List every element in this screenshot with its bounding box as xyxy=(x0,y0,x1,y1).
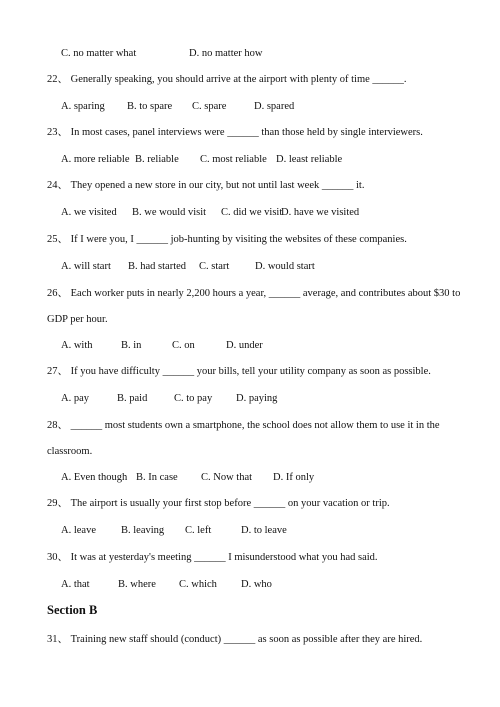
option-d[interactable]: D. spared xyxy=(254,101,295,112)
option-b[interactable]: B. In case xyxy=(136,472,178,483)
option-a[interactable]: A. Even though xyxy=(61,472,128,483)
option-a[interactable]: A. pay xyxy=(61,393,89,404)
question-24-stem: 24、 They opened a new store in our city, but not until last week ______ it. xyxy=(47,180,365,191)
option-c[interactable]: C. on xyxy=(172,340,195,351)
option-d[interactable]: D. least reliable xyxy=(276,154,343,165)
option-d[interactable]: D. to leave xyxy=(241,525,287,536)
option-a[interactable]: A. leave xyxy=(61,525,96,536)
option-d[interactable]: D. under xyxy=(226,340,263,351)
question-27-stem: 27、 If you have difficulty ______ your bills, tell your utility company as soon as possible. xyxy=(47,366,431,377)
option-a[interactable]: A. will start xyxy=(61,261,111,272)
option-a[interactable]: A. that xyxy=(61,579,90,590)
option-b[interactable]: B. reliable xyxy=(135,154,179,165)
option-a[interactable]: A. with xyxy=(61,340,93,351)
option-c[interactable]: C. Now that xyxy=(201,472,253,483)
option-c[interactable]: C. to pay xyxy=(174,393,213,404)
option-c[interactable]: C. did we visit xyxy=(221,207,283,218)
question-26-continuation: GDP per hour. xyxy=(47,314,108,325)
question-22-stem: 22、 Generally speaking, you should arrive at the airport with plenty of time ______. xyxy=(47,74,407,85)
option-c[interactable]: C. most reliable xyxy=(200,154,267,165)
option-b[interactable]: B. paid xyxy=(117,393,148,404)
option-b[interactable]: B. we would visit xyxy=(132,207,207,218)
question-30-stem: 30、 It was at yesterday's meeting ______ I misunderstood what you had said. xyxy=(47,552,378,563)
option-c[interactable]: C. no matter what xyxy=(61,48,137,59)
question-26-stem: 26、 Each worker puts in nearly 2,200 hours a year, ______ average, and contributes about $30 to xyxy=(47,288,461,299)
question-31-stem: 31、 Training new staff should (conduct) ______ as soon as possible after they are hired. xyxy=(47,634,423,645)
option-a[interactable]: A. more reliable xyxy=(61,154,130,165)
option-c[interactable]: C. start xyxy=(199,261,230,272)
option-b[interactable]: B. where xyxy=(118,579,156,590)
section-heading: Section B xyxy=(47,603,98,617)
question-29-stem: 29、 The airport is usually your first stop before ______ on your vacation or trip. xyxy=(47,498,390,509)
option-c[interactable]: C. left xyxy=(185,525,212,536)
option-c[interactable]: C. which xyxy=(179,579,217,590)
question-28-stem: 28、 ______ most students own a smartphone, the school does not allow them to use it in the xyxy=(47,420,440,431)
question-23-stem: 23、 In most cases, panel interviews were ______ than those held by single interviewers. xyxy=(47,127,423,138)
option-d[interactable]: D. would start xyxy=(255,261,315,272)
option-d[interactable]: D. have we visited xyxy=(281,207,360,218)
option-c[interactable]: C. spare xyxy=(192,101,227,112)
option-d[interactable]: D. If only xyxy=(273,472,315,483)
question-25-stem: 25、 If I were you, I ______ job-hunting by visiting the websites of these companies. xyxy=(47,234,407,245)
question-28-continuation: classroom. xyxy=(47,446,93,457)
option-a[interactable]: A. sparing xyxy=(61,101,105,112)
option-b[interactable]: B. to spare xyxy=(127,101,173,112)
option-b[interactable]: B. had started xyxy=(128,261,187,272)
option-b[interactable]: B. in xyxy=(121,340,142,351)
option-a[interactable]: A. we visited xyxy=(61,207,117,218)
option-d[interactable]: D. paying xyxy=(236,393,278,404)
option-b[interactable]: B. leaving xyxy=(121,525,165,536)
option-d[interactable]: D. who xyxy=(241,579,272,590)
option-d[interactable]: D. no matter how xyxy=(189,48,263,59)
